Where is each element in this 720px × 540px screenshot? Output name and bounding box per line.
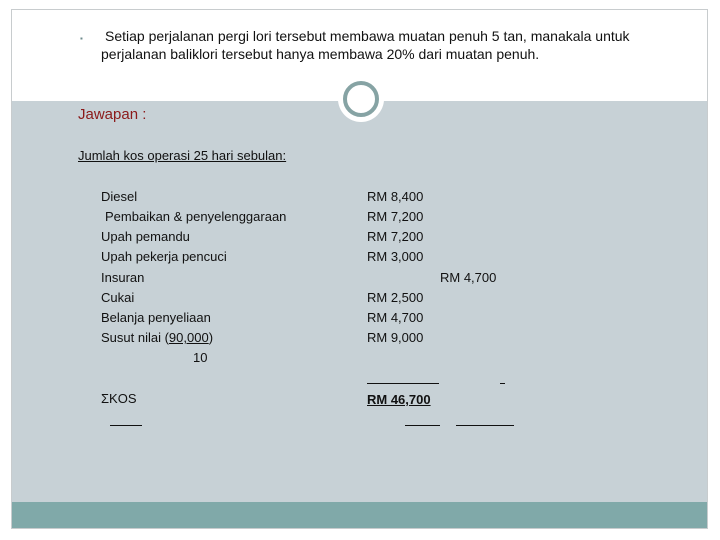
item-label-cukai: Cukai [101, 290, 135, 305]
circle-ring-icon [343, 81, 379, 117]
cost-heading: Jumlah kos operasi 25 hari sebulan: [78, 148, 287, 163]
total-value: RM 46,700 [367, 392, 431, 407]
item-label-pembaikan: Pembaikan & penyelenggaraan [105, 209, 287, 224]
item-label-upah-pemandu: Upah pemandu [101, 229, 190, 244]
item-value-upah-pemandu: RM 7,200 [367, 229, 424, 244]
item-label-upah-pencuci: Upah pekerja pencuci [101, 249, 227, 264]
sum-line [367, 383, 439, 384]
item-label-diesel: Diesel [101, 189, 138, 204]
item-value-cukai: RM 2,500 [367, 290, 424, 305]
item-value-diesel: RM 8,400 [367, 189, 424, 204]
sum-underline-left [110, 425, 142, 426]
footer-bar [12, 502, 707, 528]
item-value-upah-pencuci: RM 3,000 [367, 249, 424, 264]
item-label-susut [101, 330, 213, 345]
sum-dash [500, 383, 505, 384]
item-value-insuran: RM 4,700 [440, 270, 497, 285]
intro-line-2: perjalanan baliklori tersebut hanya membawa 20% dari muatan penuh. [101, 46, 540, 62]
susut-numerator: 90,000 [168, 330, 209, 345]
susut-close: ) [208, 330, 214, 345]
item-label-penyeliaan: Belanja penyeliaan [101, 310, 211, 325]
item-value-penyeliaan: RM 4,700 [367, 310, 424, 325]
intro-line-1: Setiap perjalanan pergi lori tersebut membawa muatan penuh 5 tan, manakala untuk [105, 28, 630, 44]
intro-text [101, 27, 671, 63]
total-underline [405, 425, 440, 426]
sum-kos-label: ƩKOS [101, 391, 137, 406]
susut-label-text: Susut nilai ( [101, 330, 169, 345]
item-label-insuran: Insuran [101, 270, 145, 285]
total-underline-right [456, 425, 514, 426]
item-value-susut: RM 9,000 [367, 330, 424, 345]
answer-title: Jawapan : [78, 106, 147, 123]
item-value-pembaikan: RM 7,200 [367, 209, 424, 224]
susut-denominator: 10 [193, 350, 208, 365]
bullet-icon: ▪ [80, 34, 83, 43]
